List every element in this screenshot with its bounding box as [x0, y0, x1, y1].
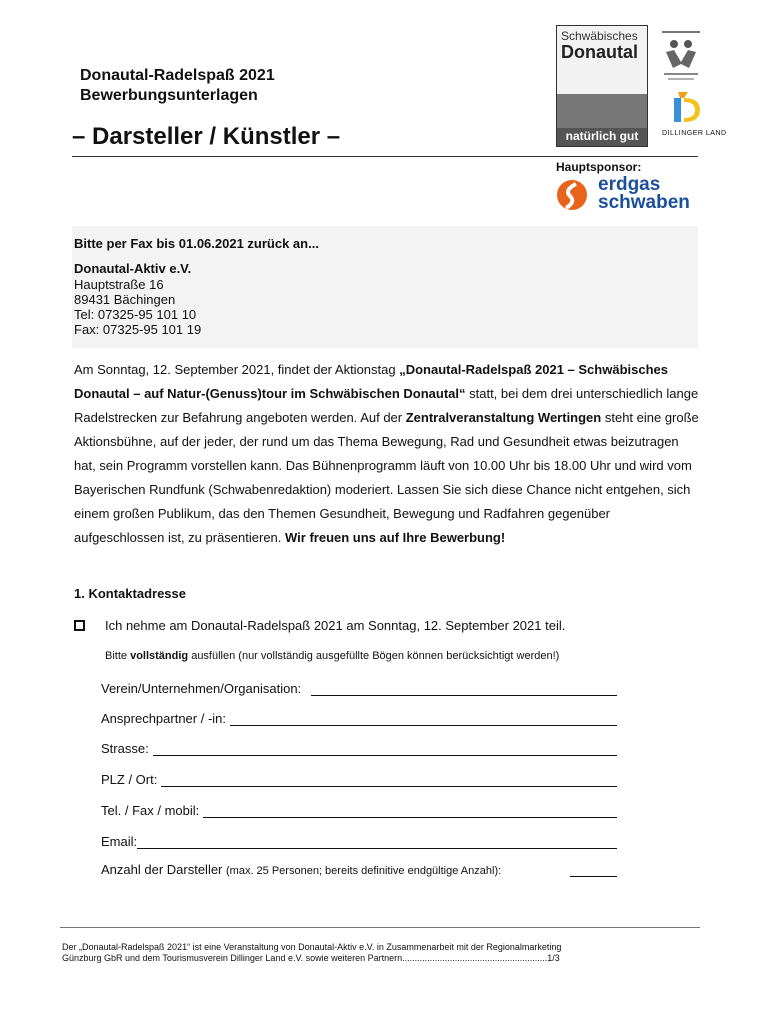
- fax-street: Hauptstraße 16: [74, 277, 164, 292]
- footer: [62, 942, 702, 964]
- fax-fax: Fax: 07325-95 101 19: [74, 322, 202, 337]
- tel-label: Tel. / Fax / mobil:: [101, 803, 200, 818]
- plz-ort-input[interactable]: [161, 774, 617, 787]
- participation-checkbox-label: Ich nehme am Donautal-Radelspaß 2021 am Sonntag, 12. September 2021 teil.: [105, 618, 566, 633]
- fill-note-post: ausfüllen (nur vollständig ausgefüllte Bögen können berücksichtigt werden!): [188, 650, 560, 662]
- intro-bold-2: Zentralveranstaltung Wertingen: [405, 410, 602, 425]
- donautal-logo-line2: Donautal: [561, 42, 639, 62]
- fax-tel: Tel: 07325-95 101 10: [74, 307, 197, 322]
- ansprechpartner-field: [101, 708, 617, 726]
- dillinger-land-logo-icon: [664, 88, 708, 130]
- email-label: Email:: [101, 834, 138, 849]
- tel-input[interactable]: [203, 805, 617, 818]
- footer-rule: [60, 927, 700, 928]
- verein-field: [101, 678, 617, 696]
- fax-address-box: [72, 226, 698, 348]
- fax-org-name: Donautal-Aktiv e.V.: [74, 261, 192, 276]
- fax-heading: Bitte per Fax bis 01.06.2021 zurück an...: [74, 236, 319, 251]
- intro-text-2: statt, bei dem drei unterschiedlich lange Radelstrecken zur Befahrung angeboten werden. Auf der: [74, 386, 699, 425]
- fill-note-pre: Bitte: [105, 650, 131, 662]
- donautal-logo-slogan: natürlich gut: [565, 129, 639, 143]
- fill-note-bold: vollständig: [130, 650, 189, 662]
- intro-paragraph: [74, 358, 699, 550]
- tel-field: [101, 800, 617, 818]
- email-input[interactable]: [137, 836, 617, 849]
- plz-ort-field: [101, 769, 617, 787]
- intro-text-1: Am Sonntag, 12. September 2021, findet der Aktionstag: [74, 362, 400, 377]
- fill-note: [105, 650, 559, 662]
- verein-input[interactable]: [311, 683, 617, 696]
- email-field: [101, 831, 617, 849]
- sponsor-label: Hauptsponsor:: [556, 160, 642, 174]
- strasse-input[interactable]: [153, 743, 617, 756]
- intro-bold-3: Wir freuen uns auf Ihre Bewerbung!: [285, 530, 506, 545]
- sponsor-name-line1: erdgas: [598, 174, 661, 195]
- regional-emblem-icon: [656, 22, 706, 82]
- sponsor-name-line2: schwaben: [598, 192, 690, 213]
- count-input[interactable]: [570, 876, 617, 877]
- footer-line1: Der „Donautal-Radelspaß 2021“ ist eine Veranstaltung von Donautal-Aktiv e.V. in Zusammenarbeit mit der Regionalmarketing: [62, 942, 562, 952]
- section-title: 1. Kontaktadresse: [74, 586, 186, 601]
- donautal-logo: [556, 25, 648, 147]
- verein-label: Verein/Unternehmen/Organisation:: [101, 681, 302, 696]
- sponsor-name: [598, 176, 690, 212]
- doc-title-line1: Donautal-Radelspaß 2021: [80, 67, 275, 84]
- footer-line2: Günzburg GbR und dem Tourismusverein Dillinger Land e.V. sowie weiteren Partnern..........................................................1/3: [62, 953, 560, 963]
- count-note: (max. 25 Personen; bereits definitive endgültige Anzahl):: [226, 865, 502, 877]
- intro-bold-1: „Donautal-Radelspaß 2021 – Schwäbisches Donautal – auf Natur-(Genuss)tour im Schwäbischen Donautal“: [74, 362, 668, 401]
- dillinger-land-label: DILLINGER LAND: [662, 130, 727, 137]
- erdgas-flame-icon: [554, 178, 590, 212]
- doc-main-title: – Darsteller / Künstler –: [72, 123, 341, 150]
- title-rule: [72, 156, 698, 157]
- fax-city: 89431 Bächingen: [74, 292, 176, 307]
- strasse-field: [101, 738, 617, 756]
- doc-title-line2: Bewerbungsunterlagen: [80, 87, 258, 104]
- donautal-logo-line1: Schwäbisches: [561, 29, 638, 43]
- count-label: Anzahl der Darsteller: [101, 862, 226, 877]
- ansprechpartner-input[interactable]: [230, 713, 617, 726]
- plz-ort-label: PLZ / Ort:: [101, 772, 158, 787]
- ansprechpartner-label: Ansprechpartner / -in:: [101, 711, 227, 726]
- participation-checkbox[interactable]: [74, 620, 85, 631]
- strasse-label: Strasse:: [101, 741, 149, 756]
- intro-text-3: steht eine große Aktionsbühne, auf der jeder, der rund um das Thema Bewegung, Rad und Gesundheit etwas beizutragen hat, sein Programm vorstellen kann. Das Bühnenprogramm läuft von 10.00 Uhr bis 18.00 Uhr und wird vom Bayerischen Rundfunk (Schwabenredaktion) moderiert. Lassen Sie sich diese Chance nicht entgehen, sich einem großen Publikum, das den Themen Gesundheit, Bewegung und Radfahren gegenüber aufgeschlossen ist, zu präsentieren.: [74, 410, 699, 545]
- darsteller-count-field: [101, 862, 501, 877]
